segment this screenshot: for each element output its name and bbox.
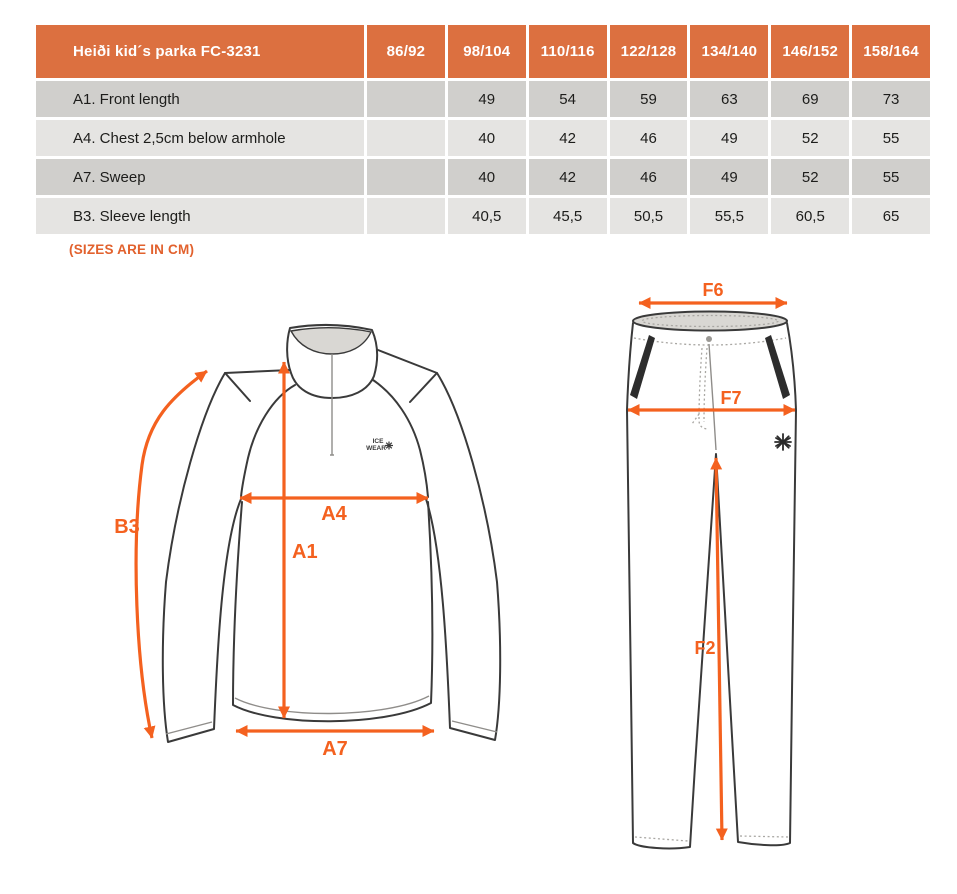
pants-left-pocket [630, 335, 655, 399]
value-cell [367, 198, 445, 234]
value-cell: 46 [610, 120, 688, 156]
measurement-diagram [0, 280, 957, 894]
value-cell: 49 [690, 159, 768, 195]
f6-label: F6 [702, 280, 724, 300]
pants-waist-opening [633, 312, 787, 331]
pants-center-front-seam [709, 344, 716, 450]
sweater-left-sleeve [163, 373, 241, 742]
value-cell [367, 81, 445, 117]
f2-arrow [694, 458, 722, 840]
value-cell: 69 [771, 81, 849, 117]
value-cell: 54 [529, 81, 607, 117]
value-cell: 52 [771, 120, 849, 156]
row-label: B3. Sleeve length [36, 198, 364, 234]
pants-drawing [627, 280, 796, 848]
snowflake-logo [775, 434, 791, 450]
f2-label: F2 [694, 638, 716, 658]
a7-arrow [236, 731, 434, 760]
value-cell [367, 159, 445, 195]
units-note: (SIZES ARE IN CM) [69, 242, 195, 257]
size-table [36, 25, 930, 234]
pants-fly-stitch [692, 348, 707, 429]
value-cell: 60,5 [771, 198, 849, 234]
pants-right-hem-stitch [740, 836, 788, 837]
row-label: A7. Sweep [36, 159, 364, 195]
value-cell: 49 [690, 120, 768, 156]
sweater-left-yoke-seam [226, 374, 250, 401]
value-cell: 73 [852, 81, 930, 117]
value-cell: 63 [690, 81, 768, 117]
value-cell: 40 [448, 159, 526, 195]
b3-arrow [114, 371, 207, 738]
value-cell: 46 [610, 159, 688, 195]
snowflake-icon [385, 442, 393, 450]
row-label: A4. Chest 2,5cm below armhole [36, 120, 364, 156]
value-cell: 65 [852, 198, 930, 234]
pants-outline [627, 323, 796, 848]
a1-label: A1 [292, 541, 318, 563]
size-column-header: 110/116 [529, 25, 607, 78]
value-cell: 49 [448, 81, 526, 117]
value-cell: 59 [610, 81, 688, 117]
value-cell: 55 [852, 120, 930, 156]
f7-label: F7 [720, 388, 742, 408]
sweater-body [233, 502, 432, 721]
pants-left-hem-stitch [635, 837, 688, 841]
value-cell: 40,5 [448, 198, 526, 234]
sweater-right-sleeve [426, 373, 500, 740]
a4-arrow [240, 498, 428, 525]
sweater-right-shoulder-seam [378, 350, 437, 373]
sweater-hem-stitch [235, 696, 429, 714]
value-cell: 40 [448, 120, 526, 156]
size-column-header: 86/92 [367, 25, 445, 78]
size-column-header: 134/140 [690, 25, 768, 78]
pants-right-pocket [765, 335, 790, 399]
size-column-header: 98/104 [448, 25, 526, 78]
f7-arrow [628, 388, 795, 410]
sweater-right-yoke-seam [410, 374, 436, 402]
row-label: A1. Front length [36, 81, 364, 117]
value-cell: 50,5 [610, 198, 688, 234]
value-cell: 55,5 [690, 198, 768, 234]
product-title: Heiði kid´s parka FC-3231 [36, 25, 364, 78]
size-column-header: 146/152 [771, 25, 849, 78]
icewear-logo-line2: WEAR [366, 445, 386, 452]
value-cell: 42 [529, 120, 607, 156]
sweater-drawing [114, 325, 500, 760]
a4-label: A4 [321, 503, 347, 525]
sweater-left-shoulder-seam [225, 370, 290, 373]
b3-label: B3 [114, 516, 140, 538]
value-cell: 52 [771, 159, 849, 195]
value-cell: 45,5 [529, 198, 607, 234]
f6-arrow [639, 280, 787, 303]
value-cell: 55 [852, 159, 930, 195]
size-column-header: 158/164 [852, 25, 930, 78]
icewear-logo-line1: ICE [372, 438, 384, 445]
value-cell [367, 120, 445, 156]
icewear-logo [366, 438, 393, 452]
pants-button [706, 336, 712, 342]
a7-label: A7 [322, 738, 348, 760]
sweater-left-raglan-seam [241, 385, 295, 497]
size-column-header: 122/128 [610, 25, 688, 78]
a1-arrow [284, 362, 318, 718]
value-cell: 42 [529, 159, 607, 195]
